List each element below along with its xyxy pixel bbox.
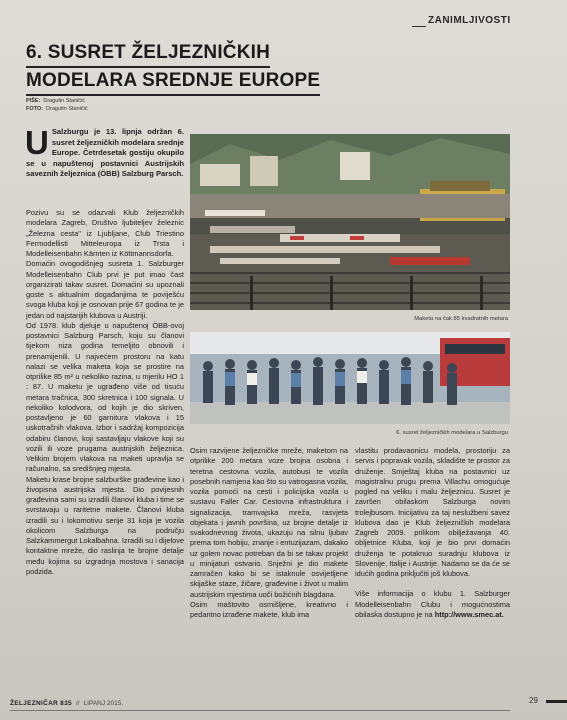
paragraph: Osim maštovito osmišljene, kreativno i pedantno izrađene makete, klub ima bbox=[190, 599, 348, 619]
page-number: 29 bbox=[529, 696, 538, 705]
lead-paragraph bbox=[25, 124, 184, 180]
section-tag bbox=[412, 12, 567, 28]
article-credits bbox=[26, 97, 88, 113]
body-column-1 bbox=[26, 208, 184, 577]
title-line-2: MODELARA SREDNJE EUROPE bbox=[26, 68, 320, 96]
photo-caption-1: Maketa na čak 85 kvadratnih metara bbox=[414, 316, 508, 322]
lead-text: Salzburgu je 13. lipnja održan 6. susret željezničkih modelara srednje Europe. Četrdesetak gostiju okupilo se u napuštenoj postavnici Austrijskih saveznih željeznica (ÖBB) Salzburg Parsch. bbox=[26, 127, 184, 179]
footer-separator: // bbox=[75, 700, 80, 707]
magazine-name: ŽELJEZNIČAR 835 bbox=[10, 700, 72, 707]
paragraph: Domaćin ovogodišnjeg susreta 1. Salzburger Modelleisenbahn Club prvi je put imao čast organizirati takav susret. Domaćini su upoznali goste s aktualnim događanjima te poviješću svoga kluba koji je osnovan prije 67 godina te je jedan od najstarijih klubova u Austriji. bbox=[26, 259, 184, 320]
footer-rule bbox=[10, 710, 510, 711]
group-photo bbox=[190, 332, 510, 424]
author-credit: PIŠE: Dragutin Staničić bbox=[26, 98, 85, 104]
model-layout-photo bbox=[190, 134, 510, 310]
paragraph: Od 1978. klub djeluje u napuštenoj ÖBB-ovoj postavnici Salzburg Parsch, koju su članovi tijekom niza godina temeljito obnovili i prenamijenili. U najvećem prostoru na katu nalazi se velika maketa koja se prostire na otprilike 85 m² u nekoliko razina, u mjerilu HO 1 : 87. U maketu je ugrađeno više od tisuću metara tračnica, 300 skretnica i 100 signala. U nekoliko kolodvora, od kojih je dio skriven, postavljeno je 60 garnitura vlakova i 15 uskotračnih vlakova. Izbor i sadržaj kompozicija odabiru članovi, koji sastavljaju vlakove koji su vozili ili voze prugama austrijskih željeznica. Velikim brojem vlakova na maketi upravlja se računalno, sa središnjeg mjesta. bbox=[26, 320, 184, 474]
paragraph: Više informacija o klubu 1. Salzburger Modelleisenbahn Clubu i mogućnostima obilaska dostupno je na http://www.smec.at. bbox=[355, 589, 510, 619]
paragraph: Osim razvijene željezničke mreže, maketom na otprilike 200 metara voze brojna osobna i teretna cestovna vozila, autobusi te vozila posebnih namjena kao što su vatrogasna vozila, vozila pomoći na cesti i policijska vozila u sustavu Faller Car. Cestovna infrastruktura i signalizacija, tramvajska mreža, rasvjeta objekata i javnih površina, uz brojne detalje iz svakodnevnog života, ukazuju na silnu ljubav prema tom hobiju, znanje i entuzijazam, dakako uz golem novac potreban da bi se takav projekt u minijaturi ostvario. Snježni je dio makete zamračen kako bi se istaknule osvijetljene skijaške staze, žičare, građevine i život u malim austrijskim mjestima uoči božićnih blagdana. bbox=[190, 446, 348, 599]
photo-caption-2: 6. susret željezničkih modelara u Salzburgu bbox=[396, 430, 508, 436]
website-link[interactable]: http://www.smec.at. bbox=[434, 609, 504, 619]
paragraph: Pozivu su se odazvali Klub željezničkih modelara Zagreb, Društvo ljubiteljev železnic „Železna cesta" iz Ljubljane, Club Triestino Fermodellisti Mitteleuropa iz Trsta i Modelleisenbahn Kärnten iz Köttmannsdorfa. bbox=[26, 208, 184, 258]
footer-magazine bbox=[10, 700, 123, 707]
group-image bbox=[190, 332, 510, 424]
photo-credit: FOTO: Dragutin Staničić bbox=[26, 106, 88, 112]
section-label: ZANIMLJIVOSTI bbox=[428, 15, 511, 26]
model-railway-image bbox=[190, 134, 510, 310]
paragraph: Maketu krase brojne salzburške građevine kao i živopisna austrijska mjesta. Dio povijesnih građevina sami su izradili članovi kluba i time se svrstavaju u raritetne makete. Članovi kluba izradili su i lokomotivu serije 31 koja je vozila okolicom Salzburga na području Salzkammergut Lokalbahna. Izradili su i dijelove kontaktne mreže, dio raslinja te brojne detalje među kojima su izgradnja mostova i sanacija podzida. bbox=[26, 474, 184, 576]
title-line-1: 6. SUSRET ŽELJEZNIČKIH bbox=[26, 40, 270, 68]
body-column-2 bbox=[190, 446, 348, 620]
issue-date: LIPANJ 2015. bbox=[83, 700, 124, 707]
paragraph: vlastitu prodavaonicu modela, prostoriju za servis i popravak vozila, skladište te prostor za druženje. Smještaj kluba na postavnici uz magistralnu prugu prema Villachu omogućuje pogled na veliku i malu željeznicu. Susret je završen obilaskom Salzburga novim trolejbusom. Inicijativu za taj neslužbeni savez klubova dao je Klub željezničkih modelara Zagreb 2009. prilikom obilježavanja 40. obljetnice Kluba, koji je bio prvi domaćin druženja te potaknuo suradnju klubova iz Slovenije, Italije i Austrije. Nadamo se da će se idućih godina priključiti još klubova. bbox=[355, 446, 510, 578]
drop-cap: U bbox=[25, 124, 49, 161]
page-bar bbox=[546, 700, 567, 703]
article-title bbox=[26, 40, 346, 96]
body-column-3 bbox=[355, 446, 510, 620]
